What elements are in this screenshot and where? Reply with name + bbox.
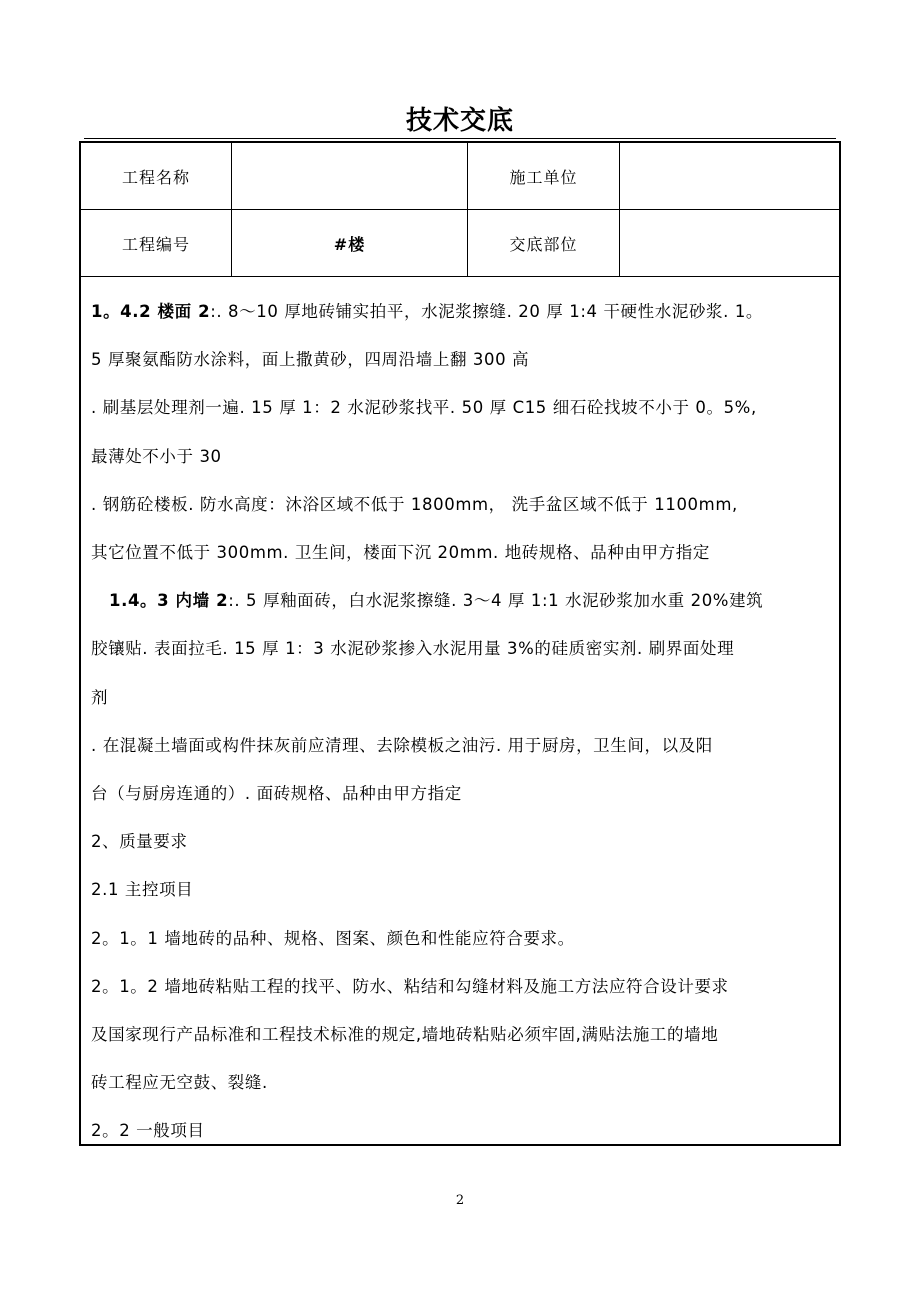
content-line: 最薄处不小于 30 <box>91 446 222 466</box>
part-label: 交底部位 <box>468 210 620 276</box>
content-line: 2、质量要求 <box>91 832 188 852</box>
header-row-2 <box>81 210 839 277</box>
part-value <box>620 210 839 276</box>
content-line: 2.1 主控项目 <box>91 880 194 900</box>
project-name-value <box>232 143 468 209</box>
content-line <box>91 288 833 336</box>
content-line: 胶镶贴. 表面拉毛. 15 厚 1：3 水泥砂浆掺入水泥用量 3%的硅质密实剂. 刷界面处理 <box>91 639 735 659</box>
section-heading: 1。4.2 楼面 2 <box>91 302 211 322</box>
content-line: 2。1。1 墙地砖的品种、规格、图案、颜色和性能应符合要求。 <box>91 928 575 948</box>
document-title: 技术交底 <box>405 106 514 136</box>
content-line: 台（与厨房连通的）. 面砖规格、品种由甲方指定 <box>91 783 462 803</box>
content-line: . 钢筋砼楼板. 防水高度：沐浴区域不低于 1800mm， 洗手盆区域不低于 1100mm, <box>91 494 738 514</box>
disclosure-table <box>79 141 841 1146</box>
content-line: 2。1。2 墙地砖粘贴工程的找平、防水、粘结和勾缝材料及施工方法应符合设计要求 <box>91 976 729 996</box>
content-line: 5 厚聚氨酯防水涂料，面上撒黄砂，四周沿墙上翻 300 高 <box>91 350 530 370</box>
contractor-value <box>620 143 839 209</box>
content-line: . 在混凝土墙面或构件抹灰前应清理、去除模板之油污. 用于厨房，卫生间，以及阳 <box>91 735 713 755</box>
content-line: 砖工程应无空鼓、裂缝. <box>91 1073 268 1093</box>
content-line: 2。2 一般项目 <box>91 1121 205 1141</box>
content-line: . 刷基层处理剂一遍. 15 厚 1：2 水泥砂浆找平. 50 厚 C15 细石砼找坡不小于 0。5%, <box>91 398 757 418</box>
project-name-label: 工程名称 <box>81 143 232 209</box>
header-row-1 <box>81 143 839 210</box>
project-no-value: #楼 <box>232 210 468 276</box>
content-text: :. 8～10 厚地砖铺实拍平，水泥浆擦缝. 20 厚 1:4 干硬性水泥砂浆. 1。 <box>210 302 764 322</box>
content-line <box>91 577 833 625</box>
content-text: :. 5 厚釉面砖，白水泥浆擦缝. 3～4 厚 1:1 水泥砂浆加水重 20%建筑 <box>228 591 764 611</box>
section-heading: 1.4。3 内墙 2 <box>109 591 229 611</box>
content-line: 及国家现行产品标准和工程技术标准的规定,墙地砖粘贴必须牢固,满贴法施工的墙地 <box>91 1024 719 1044</box>
contractor-label: 施工单位 <box>468 143 620 209</box>
title-underline <box>84 138 836 139</box>
page-number: 2 <box>455 1193 465 1208</box>
project-no-label: 工程编号 <box>81 210 232 276</box>
content-body <box>91 288 833 1155</box>
content-line: 剂 <box>91 687 109 707</box>
content-line: 其它位置不低于 300mm. 卫生间，楼面下沉 20mm. 地砖规格、品种由甲方指定 <box>91 543 710 563</box>
